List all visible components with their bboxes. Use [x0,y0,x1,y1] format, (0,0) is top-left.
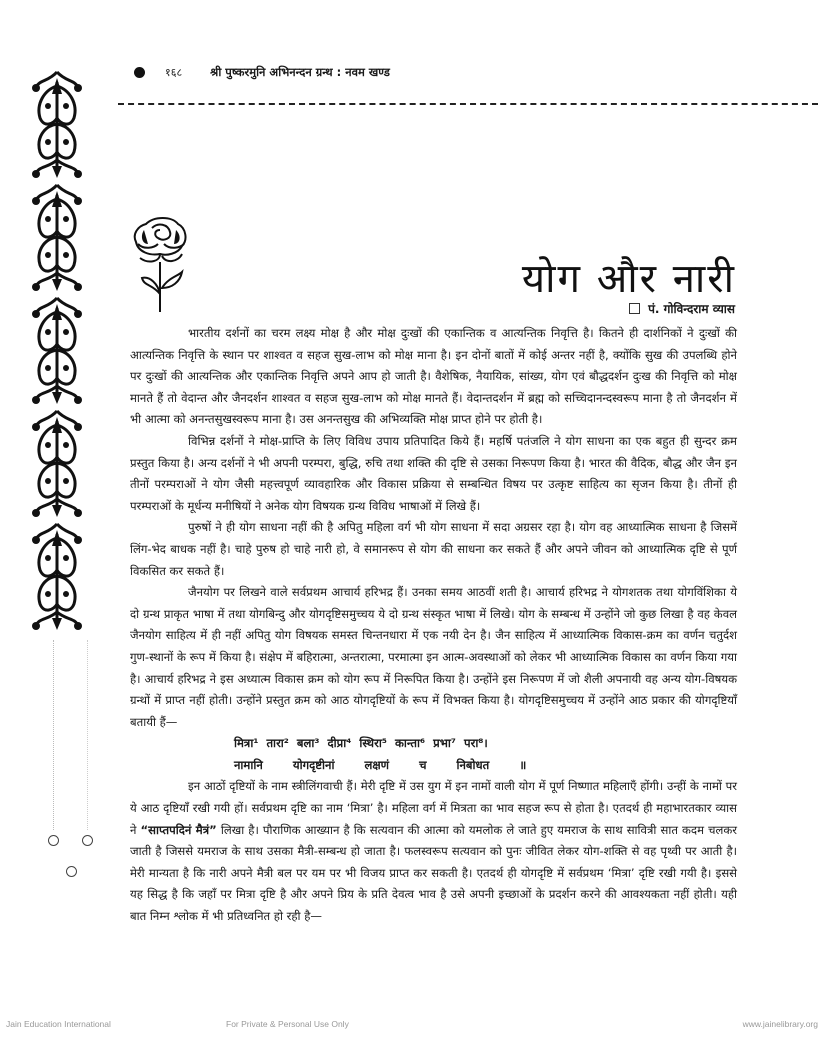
running-header [134,62,390,82]
ornamental-border [30,68,84,638]
paragraph: भारतीय दर्शनों का चरम लक्ष्य मोक्ष है और मोक्ष दुःखों की एकान्तिक व आत्यन्तिक निवृत्ति है। कितने ही दार्शनिकों ने दुःखों की आत्यन्तिक निवृत्ति के स्थान पर शाश्वत व सहज सुख-लाभ को मोक्ष माना है। इन दोनों बातों में कोई अन्तर नहीं है, क्योंकि सुख की उपलब्धि होने पर दुःखों की आत्यन्तिक और एकान्तिक निवृत्ति अपने आप हो जाती है। वैशेषिक, नैयायिक, सांख्य, योग एवं बौद्धदर्शन दुःख की निवृत्ति को मोक्ष मानते हैं तो वेदान्त और जैनदर्शन शाश्वत व सहज सुख-लाभ को मोक्ष मानते हैं। वेदान्तदर्शन में ब्रह्म को सच्चिदानन्दस्वरूप माना है तो जैनदर्शन में भी आत्मा को अनन्तसुखस्वरूप माना है। उस अनन्तसुख की अभिव्यक्ति मोक्ष प्राप्त होने पर होती है। [130,326,737,427]
paragraph-text: लिखा है। पौराणिक आख्यान है कि सत्यवान की आत्मा को यमलोक ले जाते हुए यमराज के साथ सावित्री सात कदम चलकर जाती है जिससे यमराज के साथ उसका मैत्री-सम्बन्ध हो जाता है। फलस्वरूप सत्यवान को पुनः जीवित लेकर योग-शक्ति से वह पृथ्वी पर आती है। मेरी मान्यता है कि नारी अपने मैत्री बल पर यम पर भी विजय प्राप्त कर सकती है। एतदर्थ ही योगदृष्टि में सर्वप्रथम ‘मित्रा’ दृष्टि रखी गयी है। इससे यह सिद्ध है कि जहाँ पर मित्रा दृष्टि है और अपने प्रिय के प्रति देवत्व भाव है उसे अपनी इच्छाओं के प्रदर्शन करने की आवश्यकता नहीं होती। यही बात निम्न श्लोक में भी प्रतिध्वनित हो रही है— [130,822,737,924]
square-bullet-icon [629,303,640,314]
bullet-icon [134,67,145,78]
ornament-icon [30,181,84,294]
paragraph: पुरुषों ने ही योग साधना नहीं की है अपितु महिला वर्ग भी योग साधना में सदा अग्रसर रहा है। योग वह आध्यात्मिक साधना है जिसमें लिंग-भेद बाधक नहीं है। चाहे पुरुष हो चाहे नारी हो, वे समानरूप से योग की साधना कर सकते हैं और अपने जीवन को आध्यात्मिक दृष्टि से पूर्ण विकसित कर सकते हैं। [130,520,737,578]
author-name: पं. गोविन्दराम व्यास [648,302,735,316]
header-divider [118,103,818,105]
verse-line: नामानि योगदृष्टीनां लक्षणं च निबोधत ॥ [234,757,527,772]
article-title: योग और नारी [521,255,736,302]
page-number: १६८ [165,65,183,79]
ornament-icon [30,68,84,181]
ornament-icon [30,294,84,407]
paragraph [130,776,737,927]
binding-hole-icon [66,866,77,877]
binding-lines [51,640,87,830]
paragraph: जैनयोग पर लिखने वाले सर्वप्रथम आचार्य हरिभद्र हैं। उनका समय आठवीं शती है। आचार्य हरिभद्र ने योगशतक तथा योगविंशिका ये दो ग्रन्थ प्राकृत भाषा में तथा योगबिन्दु और योगदृष्टिसमुच्चय ये दो ग्रन्थ संस्कृत भाषा में लिखे। योग के सम्बन्ध में उन्होंने जो कुछ लिखा है वह केवल जैनयोग साहित्य में ही नहीं अपितु योग विषयक समस्त चिन्तनधारा में एक नयी देन है। जैन साहित्य में आध्यात्मिक विकास-क्रम का वर्णन चतुर्दश गुण-स्थानों के रूप में किया है। संक्षेप में बहिरात्मा, अन्तरात्मा, परमात्मा इन आत्म-अवस्थाओं को लेकर भी आध्यात्मिक विकास का वर्णन किया गया है। आचार्य हरिभद्र ने इस अध्यात्म विकास क्रम को योग रूप में निरूपित किया है। उन्होंने इस निरूपण में जो शैली अपनायी वह अन्य योग-विषयक ग्रन्थों में प्राप्त नहीं होती। उन्होंने प्रस्तुत क्रम को आठ योगदृष्टियों के रूप में विभक्त किया है। योगदृष्टिसमुच्चय में उन्होंने आठ प्रकार की योगदृष्टियाँ बतायी हैं— [130,585,738,729]
publication-title: श्री पुष्करमुनि अभिनन्दन ग्रन्थ : नवम खण्ड [210,64,390,79]
verse-line: मित्रा¹ तारा² बला³ दीप्रा⁴ स्थिरा⁵ कान्ता⁶ प्रभा⁷ परा⁸। [234,736,488,751]
paragraph-text: इन आठों दृष्टियों के नाम स्त्रीलिंगवाची हैं। मेरी दृष्टि में उस युग में इन नामों वाली योग में पूर्ण निष्णात महिलाएँ होंगी। उन्हीं के नामों पर ये आठ दृष्टियाँ रखी गयी हों। सर्वप्रथम दृष्टि का नाम ‘मित्रा’ है। महिला वर्ग में मित्रता का भाव सहज रूप से होता है। एतदर्थ ही महाभारतकार व्यास ने [130,779,737,837]
quoted-phrase: “साप्तपदिनं मैत्रं” [140,822,217,837]
footer-website-link[interactable]: www.jainelibrary.org [742,1019,818,1029]
author-byline [629,300,735,317]
ornament-icon [30,520,84,633]
rose-illustration-icon [126,214,196,314]
binding-hole-icon [82,835,93,846]
article-body [130,323,737,928]
footer-usage-note: For Private & Personal Use Only [226,1019,349,1029]
footer-publisher: Jain Education International [6,1019,111,1029]
ornament-icon [30,407,84,520]
paragraph: विभिन्न दर्शनों ने मोक्ष-प्राप्ति के लिए विविध उपाय प्रतिपादित किये हैं। महर्षि पतंजलि ने योग साधना का एक बहुत ही सुन्दर क्रम प्रस्तुत किया है। अन्य दर्शनों ने भी अपनी परम्परा, बुद्धि, रुचि तथा शक्ति की दृष्टि से उसका निरूपण किया है। भारत की वैदिक, बौद्ध और जैन इन तीनों परम्पराओं ने योग जैसी महत्त्वपूर्ण व्यावहारिक और विकास प्रक्रिया से सम्बन्धित विषय पर उत्कृष्ट साहित्य का सृजन किया है। तीनों ही परम्पराओं के मूर्धन्य मनीषियों ने अनेक योग विषयक ग्रन्थ विविध भाषाओं में लिखे हैं। [130,433,737,513]
binding-hole-icon [48,835,59,846]
